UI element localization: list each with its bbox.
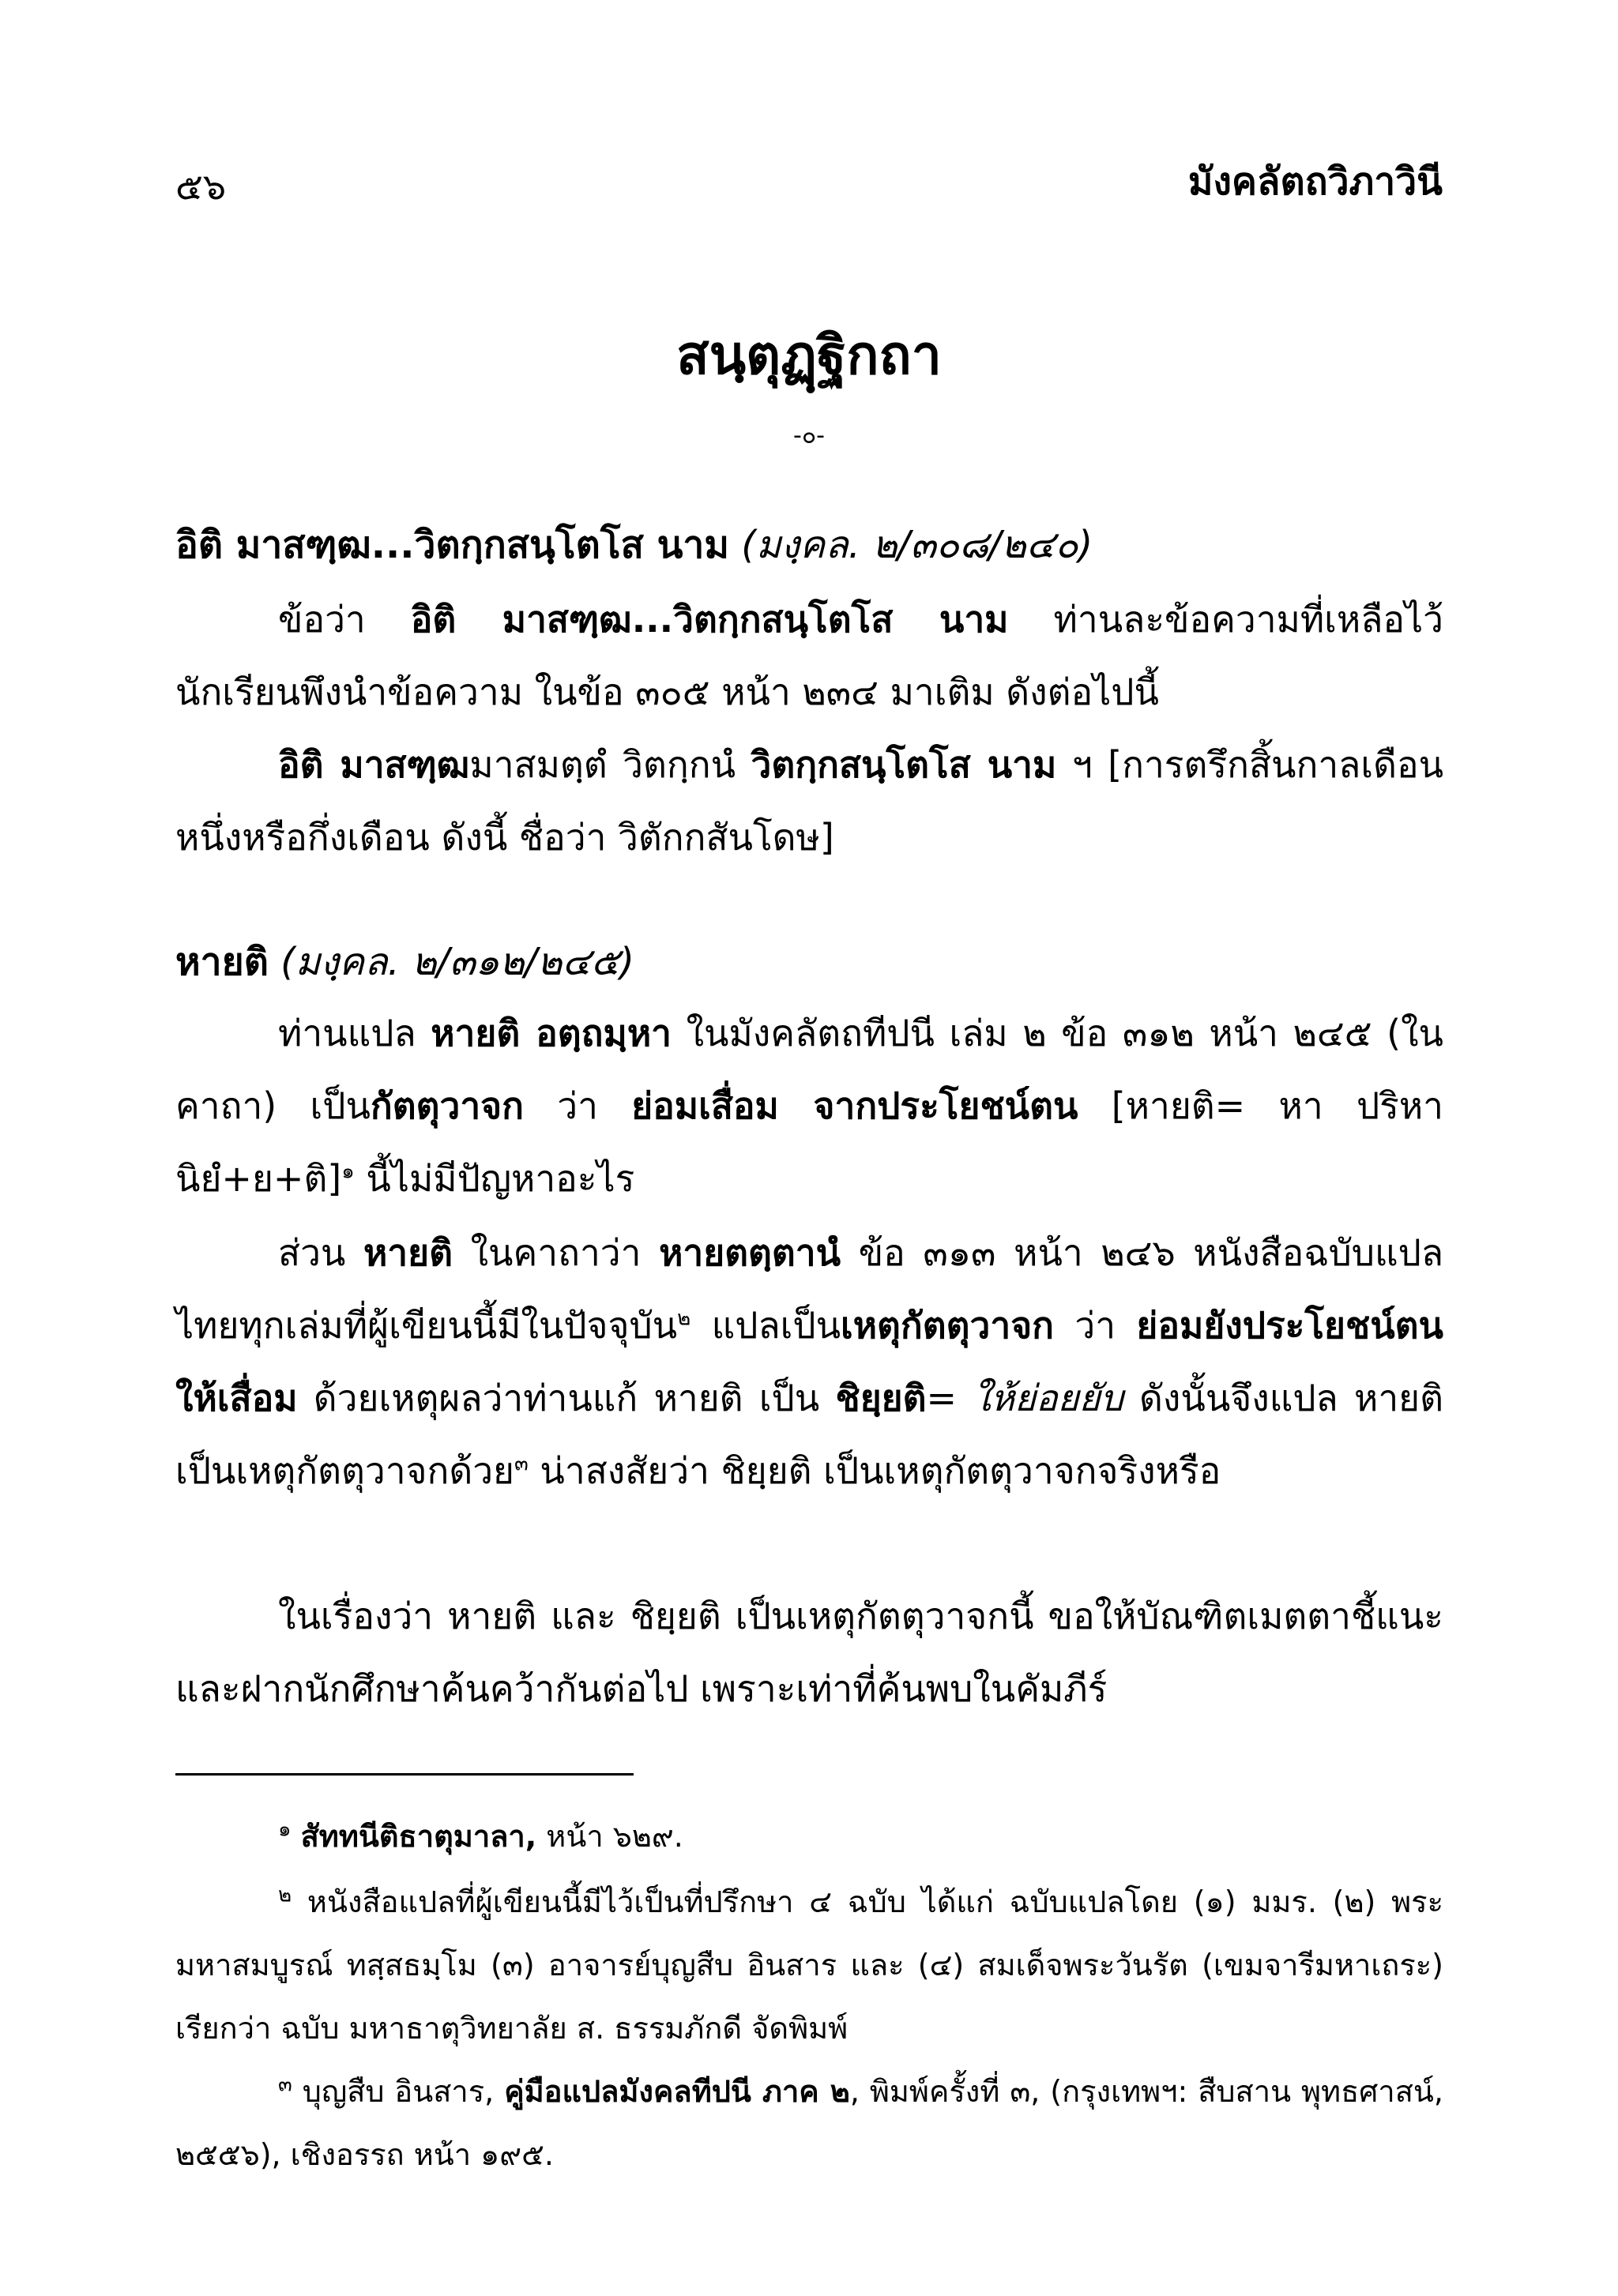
bold-term: ย่อมยังประโยชน์ตนให้เสื่อม	[175, 1304, 1443, 1419]
footnote-number: ๒	[278, 1883, 292, 1907]
text-run: แปลเป็น	[690, 1304, 841, 1347]
paragraph: ในเรื่องว่า หายติ และ ชิยฺยติ เป็นเหตุกัตตุวาจกนี้ ขอให้บัณฑิตเมตตาชี้แนะและฝากนักศึกษาค้นคว้ากันต่อไป เพราะเท่าที่ค้นพบในคัมภีร์	[175, 1595, 1443, 1710]
footnote-text: บุญสืบ อินสาร,	[302, 2074, 505, 2109]
page-number: ๕๖	[175, 165, 227, 208]
bold-term: อิติ มาสฑฺฒ	[278, 743, 470, 786]
text-run: มาสมตฺตํ วิตกฺกนํ	[469, 743, 751, 786]
footnote-text: , พิมพ์ครั้งที่ ๓, (กรุงเทพฯ: สืบสาน พุทธศาสน์, ๒๕๕๖), เชิงอรรถ หน้า ๑๙๕.	[175, 2074, 1443, 2172]
paragraph	[175, 583, 1443, 728]
heading-term: อิติ มาสฑฺฒ...วิตกฺกสนฺโตโส นาม	[175, 523, 730, 567]
paragraph	[175, 997, 1443, 1215]
text-run: ในมังคลัตถทีปนี เล่ม ๒ ข้อ ๓๑๒ หน้า ๒๔๕ (ในคาถา) เป็น	[175, 1012, 1443, 1127]
text-run: ดังนั้นจึงแปล หายติ เป็นเหตุกัตตุวาจกด้วย	[175, 1377, 1443, 1492]
footnote-divider	[175, 1773, 634, 1776]
heading-reference: (มงฺคล. ๒/๓๑๒/๒๔๕)	[280, 940, 634, 984]
footnote-text: หน้า ๖๒๙.	[536, 1819, 683, 1854]
footnote-2	[175, 1870, 1443, 2060]
footnote-marker[interactable]: ๑	[341, 1159, 355, 1184]
bold-term: กัตตุวาจก	[370, 1084, 524, 1127]
footnote-title: คู่มือแปลมังคลทีปนี ภาค ๒	[504, 2074, 850, 2109]
bold-term: ชิยฺยติ	[835, 1377, 927, 1419]
text-run: ว่า	[523, 1084, 632, 1127]
italic-term: ให้ย่อยยับ	[973, 1377, 1123, 1419]
text-run: ท่านแปล	[278, 1012, 431, 1054]
text-run: =	[926, 1377, 973, 1419]
footnote-number: ๑	[278, 1817, 292, 1842]
section-heading-itimasaddha	[175, 515, 1443, 575]
bold-term: ย่อมเสื่อม จากประโยชน์ตน	[631, 1084, 1078, 1127]
text-run: [หายติ= หา ปริหานิยํ+ย+ติ]	[175, 1084, 1443, 1200]
footnote-marker[interactable]: ๓	[514, 1452, 529, 1476]
text-run: ข้อ ๓๑๓ หน้า ๒๔๖ หนังสือฉบับแปลไทยทุกเล่มที่ผู้เขียนนี้มีในปัจจุบัน	[175, 1231, 1444, 1347]
bold-term: เหตุกัตตุวาจก	[841, 1304, 1054, 1347]
footnote-title: สัททนีติธาตุมาลา,	[300, 1819, 537, 1854]
text-run: น่าสงสัยว่า ชิยฺยติ เป็นเหตุกัตตุวาจกจริงหรือ	[528, 1449, 1221, 1492]
bold-term: วิตกฺกสนฺโตโส นาม	[751, 743, 1057, 786]
footnote-marker[interactable]: ๒	[677, 1306, 691, 1331]
chapter-title: สนฺตุฏฺฐิกถา	[676, 325, 942, 387]
section-heading-hayati	[175, 932, 1443, 992]
heading-reference: (มงฺคล. ๒/๓๐๘/๒๔๐)	[741, 523, 1093, 567]
text-run: ว่า	[1054, 1304, 1137, 1347]
footnote-1	[175, 1805, 1443, 1868]
footnote-number: ๓	[278, 2072, 292, 2097]
text-run: ท่านละข้อความที่เหลือไว้ นักเรียนพึงนำข้อความ ในข้อ ๓๐๕ หน้า ๒๓๔ มาเติม ดังต่อไปนี้	[175, 598, 1444, 713]
bold-term: หายตตฺตานํ	[659, 1231, 841, 1274]
paragraph	[175, 1216, 1443, 1507]
heading-term: หายติ	[175, 940, 269, 984]
text-run: ในคาถาว่า	[452, 1231, 660, 1274]
title-separator: -๐-	[793, 422, 825, 449]
paragraph	[175, 728, 1443, 874]
text-run: ข้อว่า	[278, 598, 411, 641]
text-run: ด้วยเหตุผลว่าท่านแก้ หายติ เป็น	[297, 1377, 836, 1419]
bold-term: หายติ อตฺถมฺหา	[431, 1012, 672, 1054]
footnote-3	[175, 2060, 1443, 2186]
bold-term: อิติ มาสฑฺฒ...วิตกฺกสนฺโตโส นาม	[410, 598, 1009, 641]
bold-term: หายติ	[363, 1231, 453, 1274]
footnote-text: หนังสือแปลที่ผู้เขียนนี้มีไว้เป็นที่ปรึกษา ๔ ฉบับ ได้แก่ ฉบับแปลโดย (๑) มมร. (๒) พระมหาสมบูรณ์ ทสฺสธมฺโม (๓) อาจารย์บุญสืบ อินสาร และ (๔) สมเด็จพระวันรัต (เขมจารีมหาเถระ) เรียกว่า ฉบับ มหาธาตุวิทยาลัย ส. ธรรมภักดี จัดพิมพ์	[175, 1885, 1443, 2046]
running-header-title: มังคลัตถวิภาวินี	[1187, 160, 1443, 204]
text-run: ฯ [การตรึกสิ้นกาลเดือนหนึ่งหรือกึ่งเดือน ดังนี้ ชื่อว่า วิตักกสันโดษ]	[175, 743, 1444, 859]
text-run: นี้ไม่มีปัญหาอะไร	[354, 1157, 635, 1200]
text-run: ส่วน	[278, 1231, 363, 1274]
